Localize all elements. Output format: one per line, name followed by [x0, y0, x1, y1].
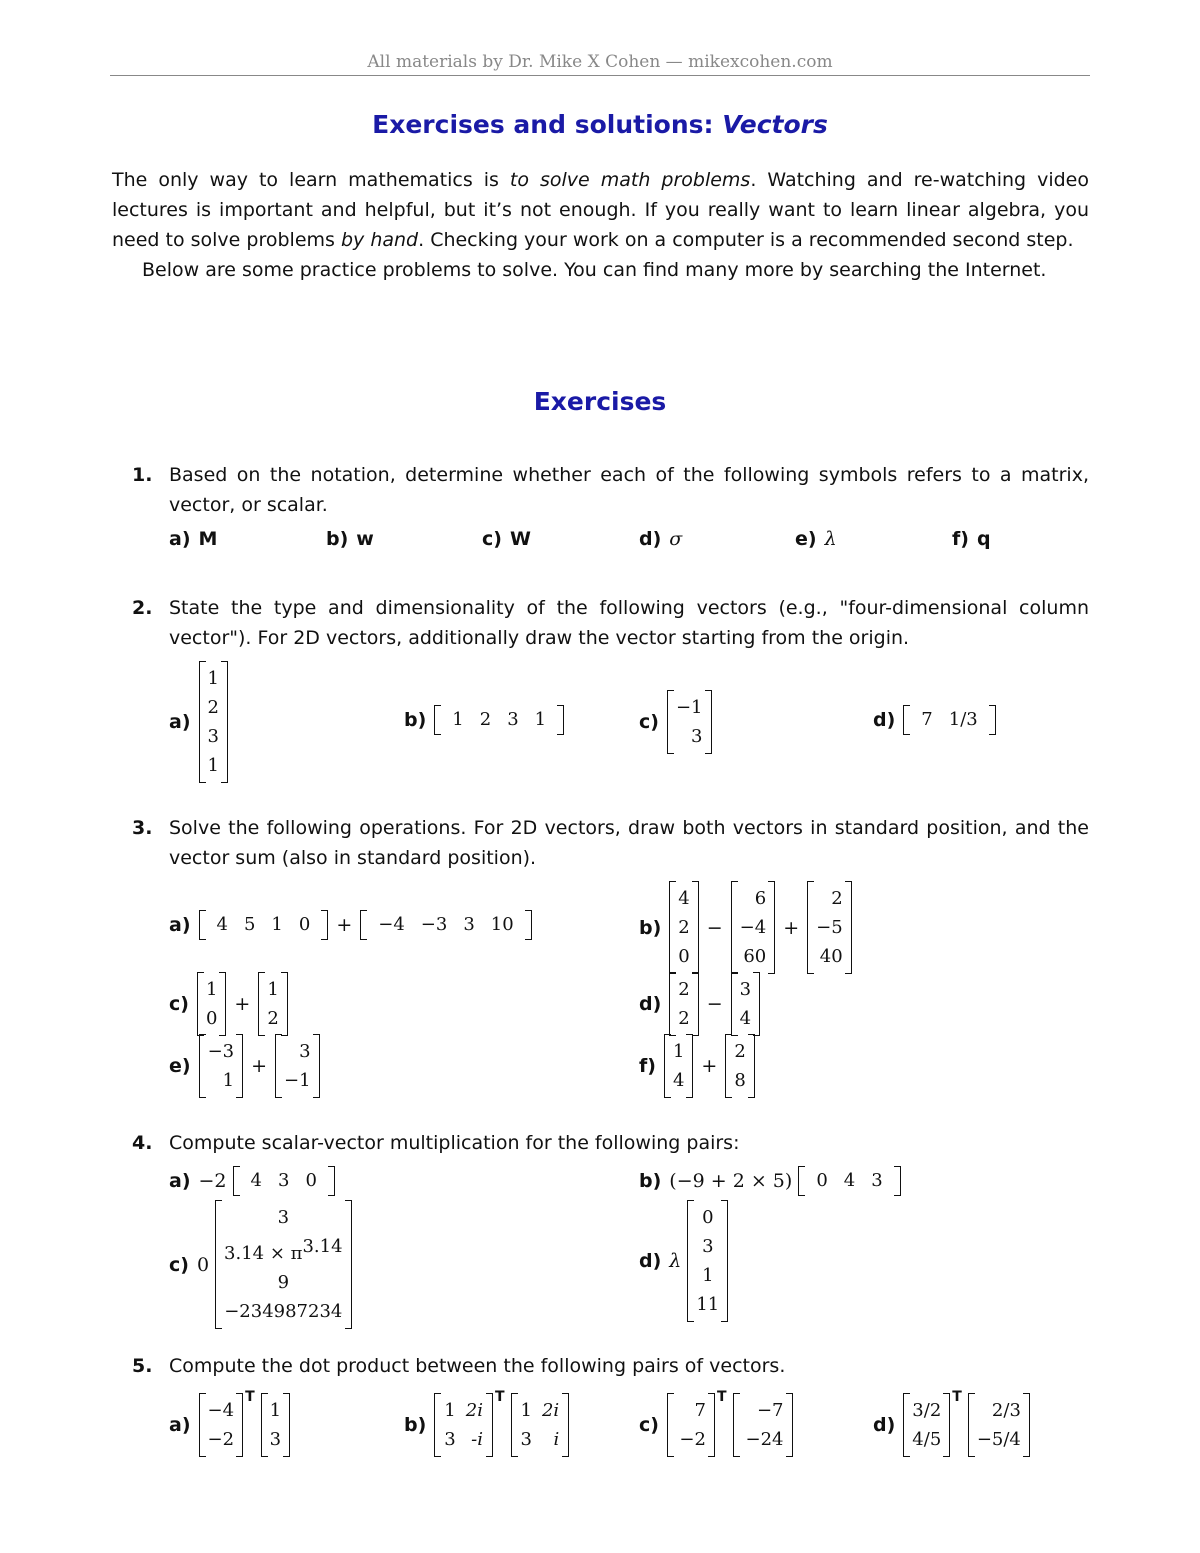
problem-number: 2.	[132, 597, 153, 619]
intro-paragraph-1: The only way to learn mathematics is to solve math problems. Watching and re-watching video lectures is important and helpful, but it’s not enough. If you really want to learn linear algebra, you need to solve problems by hand. Checking your work on a computer is a recommended second step.	[112, 169, 1089, 251]
p2-item-d: d) 7 1/3	[873, 705, 996, 735]
problem-text: Solve the following operations. For 2D vectors, draw both vectors in standard position, and the vector sum (also in standard position).	[169, 817, 1089, 869]
problem-4	[112, 1128, 1089, 1158]
p1-item-e: e) λ	[795, 528, 837, 550]
title-main: Exercises and solutions:	[372, 110, 714, 139]
p2-item-a: a) 1 2 3 1	[169, 661, 228, 783]
row-vector: 1 2 3 1	[434, 705, 564, 735]
row-vector: 7 1/3	[903, 705, 995, 735]
p5-item-b: b) 1 2i 3 -i T 1 2i 3 i	[404, 1393, 569, 1457]
p3-item-e: e) −3 1 + 3 −1	[169, 1034, 320, 1098]
intro-paragraph-2: Below are some practice problems to solve. You can find many more by searching the Internet.	[142, 259, 1047, 281]
p4-item-c: c) 0 3 3.14 × π3.14 9 −234987234	[169, 1200, 352, 1329]
title-topic: Vectors	[722, 110, 828, 139]
problem-3	[112, 813, 1089, 873]
p4-item-d: d) λ 0 3 1 11	[639, 1200, 728, 1322]
p1-item-c: c) W	[482, 528, 531, 550]
p5-item-d: d) 3/2 4/5 T 2/3 −5/4	[873, 1393, 1030, 1457]
p4-item-a: a) −2 4 3 0	[169, 1166, 335, 1196]
p5-item-c: c) 7 −2 T −7 −24	[639, 1393, 793, 1457]
p2-item-b: b) 1 2 3 1	[404, 705, 564, 735]
p1-item-d: d) σ	[639, 528, 683, 550]
p1-item-f: f) q	[952, 528, 991, 550]
column-vector: −1 3	[667, 690, 712, 754]
problem-number: 4.	[132, 1132, 153, 1154]
page-title	[0, 110, 1200, 139]
problem-number: 3.	[132, 817, 153, 839]
p2-item-c: c) −1 3	[639, 690, 712, 754]
problem-number: 5.	[132, 1355, 153, 1377]
problem-5	[112, 1351, 1089, 1381]
p4-item-b: b) (−9 + 2 × 5) 0 4 3	[639, 1166, 901, 1196]
problem-text: State the type and dimensionality of the following vectors (e.g., "four-dimensional column vector"). For 2D vectors, additionally draw the vector starting from the origin.	[169, 597, 1089, 649]
section-title: Exercises	[533, 387, 667, 416]
p1-item-a: a) M	[169, 528, 218, 550]
problem-number: 1.	[132, 464, 153, 486]
problem-1	[112, 460, 1089, 520]
intro-text	[112, 165, 1089, 285]
problem-text: Compute the dot product between the following pairs of vectors.	[169, 1355, 786, 1377]
p3-item-f: f) 1 4 + 2 8	[639, 1034, 755, 1098]
header-rule	[110, 75, 1090, 76]
problem-text: Based on the notation, determine whether each of the following symbols refers to a matrix, vector, or scalar.	[169, 464, 1089, 516]
p1-item-b: b) w	[326, 528, 374, 550]
column-vector: 1 2 3 1	[199, 661, 228, 783]
p3-item-c: c) 1 0 + 1 2	[169, 972, 288, 1036]
p5-item-a: a) −4 −2 T 1 3	[169, 1393, 290, 1457]
p3-item-a: a) 4 5 1 0 + −4 −3 3 10	[169, 910, 532, 940]
problem-text: Compute scalar-vector multiplication for the following pairs:	[169, 1132, 740, 1154]
p3-item-b: b) 4 2 0 − 6 −4 60 + 2 −5 40	[639, 881, 852, 974]
problem-2	[112, 593, 1089, 653]
p3-item-d: d) 2 2 − 3 4	[639, 972, 760, 1036]
page-header: All materials by Dr. Mike X Cohen — mikexcohen.com	[367, 52, 833, 72]
